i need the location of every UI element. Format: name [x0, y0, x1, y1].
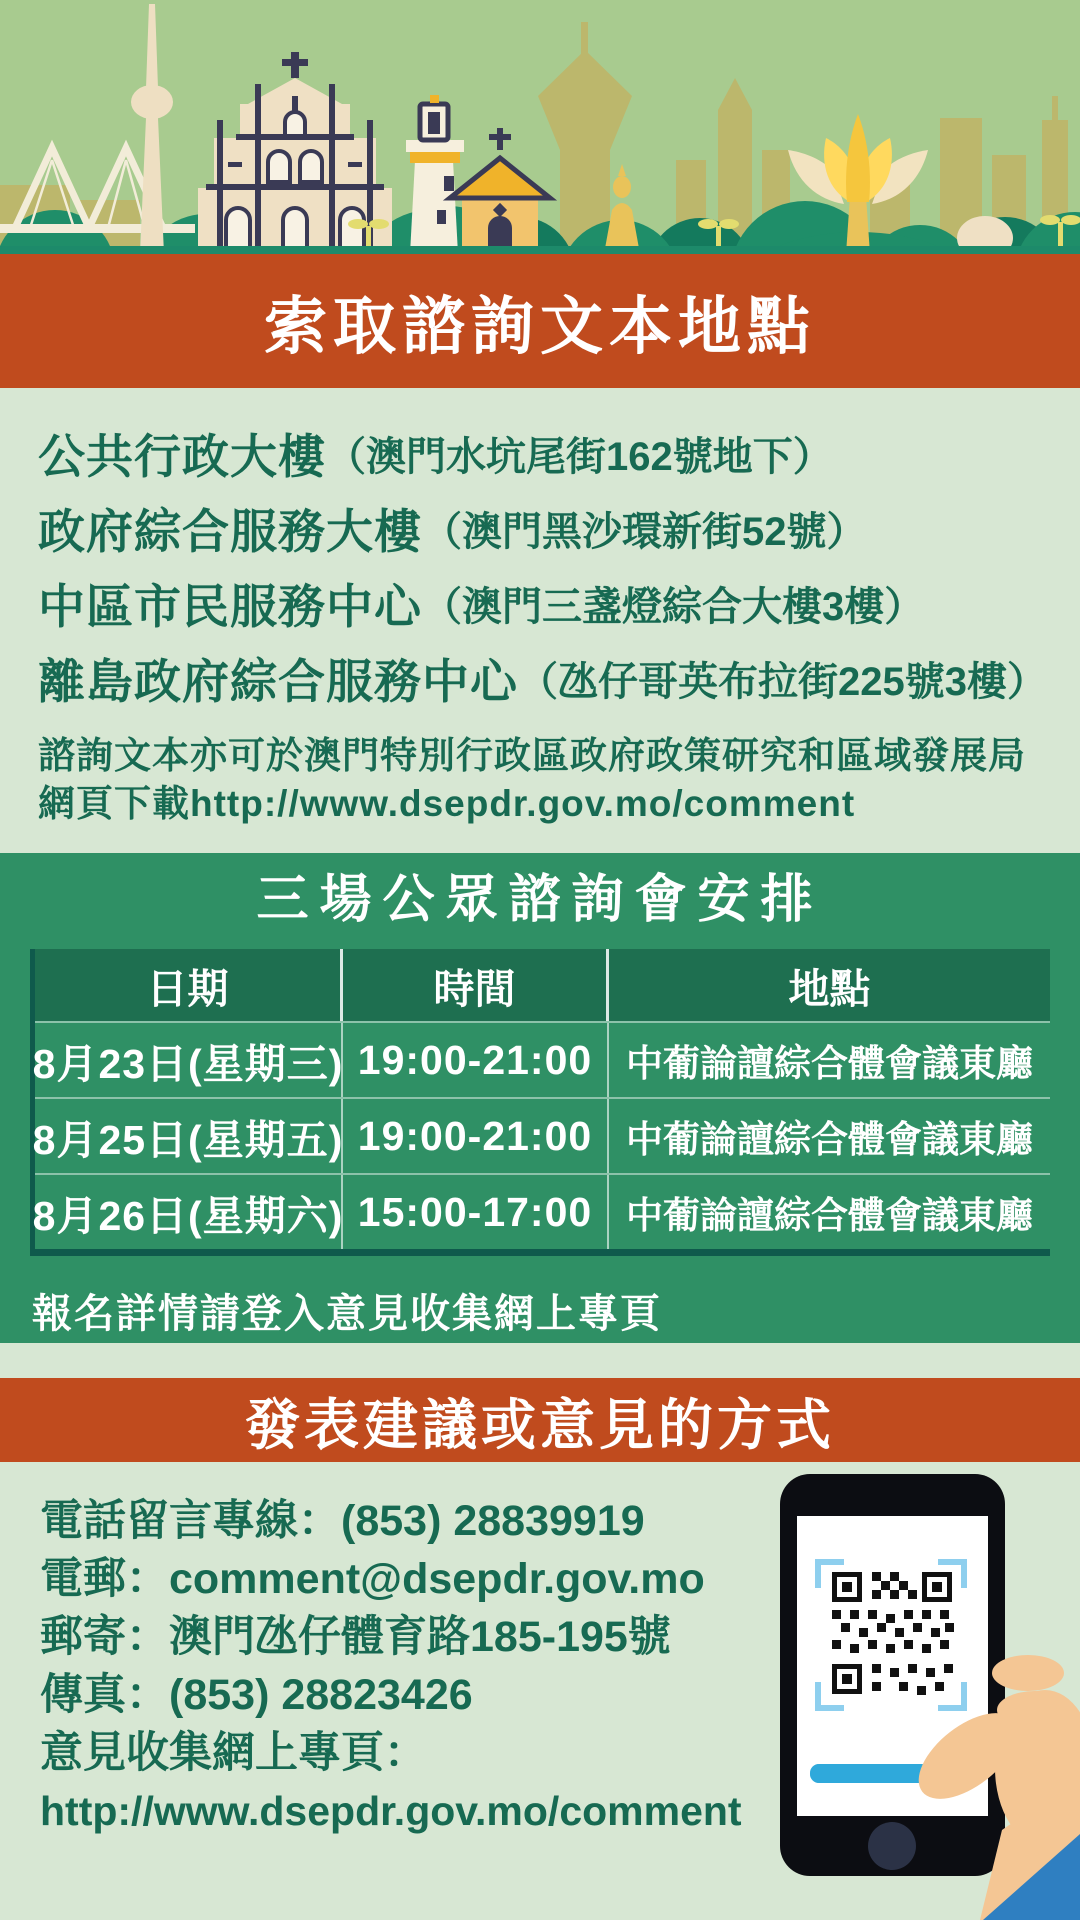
sessions-table [30, 949, 1050, 1256]
list-item [38, 641, 1046, 716]
base-strip [0, 246, 1080, 254]
table-row [32, 1097, 1050, 1173]
email-line: 電郵：comment@dsepdr.gov.mo [40, 1555, 705, 1603]
fax-line: 傳真：(853) 28823426 [40, 1671, 473, 1719]
list-item [38, 566, 1046, 641]
table-row [32, 1173, 1050, 1249]
hero-illustration [0, 0, 1080, 254]
column-header-time: 時間 [343, 949, 609, 1021]
location-name: 公共行政大樓 [38, 430, 326, 483]
location-name: 中區市民服務中心 [38, 580, 422, 633]
session-venue: 中葡論譠綜合體會議東廳 [626, 1043, 1033, 1084]
location-name: 政府綜合服務大樓 [38, 505, 422, 558]
home-button-icon [868, 1822, 916, 1870]
sessions-panel [0, 853, 1080, 1343]
download-note: 諮詢文本亦可於澳門特別行政區政府政策研究和區域發展局網頁下載http://www.dsepdr.gov.mo/comment [38, 735, 1026, 824]
session-time: 19:00-21:00 [343, 1099, 609, 1173]
smartphone-icon [740, 1468, 1080, 1920]
pickup-locations-section [0, 388, 1080, 853]
feedback-section-banner [0, 1378, 1080, 1462]
phone-hotline-line: 電話留言專線：(853) 28839919 [40, 1497, 645, 1545]
location-address: （澳門三盞燈綜合大樓3樓） [422, 585, 925, 629]
session-time: 19:00-21:00 [343, 1023, 609, 1097]
phone-qr-illustration [740, 1468, 1080, 1920]
registration-note: 報名詳情請登入意見收集網上專頁 [32, 1292, 662, 1336]
location-address: （澳門黑沙環新街52號） [422, 510, 867, 554]
pickup-section-banner [0, 254, 1080, 388]
session-date: 8月23日(星期三) [35, 1023, 343, 1097]
session-venue: 中葡論譠綜合體會議東廳 [626, 1195, 1033, 1236]
column-header-date: 日期 [35, 949, 343, 1021]
feedback-section-title: 發表建議或意見的方式 [244, 1393, 835, 1456]
location-name: 離島政府綜合服務中心 [38, 655, 518, 708]
table-header-row [35, 949, 1050, 1021]
mail-address-line: 郵寄：澳門氹仔體育路185-195號 [40, 1613, 671, 1661]
session-date: 8月26日(星期六) [35, 1175, 343, 1249]
sessions-title: 三場公眾諮詢會安排 [256, 871, 824, 929]
session-date: 8月25日(星期五) [35, 1099, 343, 1173]
macau-skyline-illustration [0, 0, 1080, 254]
list-item [38, 491, 1046, 566]
session-venue: 中葡論譠綜合體會議東廳 [626, 1119, 1033, 1160]
location-address: （澳門水坑尾街162號地下） [326, 435, 833, 479]
location-address: （氹仔哥英布拉街225號3樓） [518, 660, 1047, 704]
list-item [38, 416, 1046, 491]
session-time: 15:00-17:00 [343, 1175, 609, 1249]
column-header-venue: 地點 [788, 965, 871, 1012]
table-row [32, 1021, 1050, 1097]
webpage-url-line: http://www.dsepdr.gov.mo/comment [40, 1788, 742, 1834]
webpage-label-line: 意見收集網上專頁： [40, 1729, 427, 1777]
pickup-section-title: 索取諮詢文本地點 [264, 291, 816, 362]
section-gap [0, 1343, 1080, 1378]
